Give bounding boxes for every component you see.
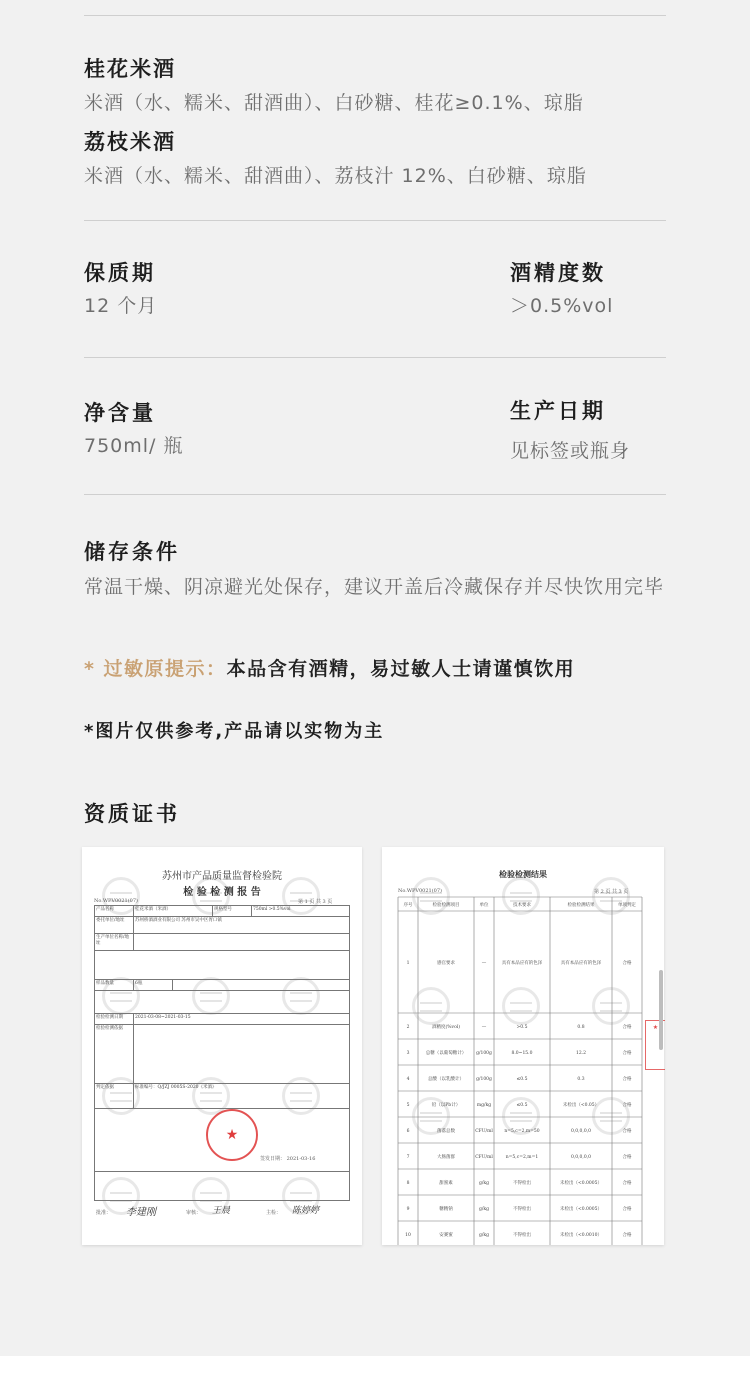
signature-image: 李建刚 xyxy=(126,1207,156,1218)
table-header-cell: 检验检测项目 xyxy=(432,903,460,908)
results-table xyxy=(382,847,664,1245)
table-cell: 安赛蜜 xyxy=(439,1233,453,1238)
table-cell: 不得检出 xyxy=(513,1181,531,1186)
table-cell: 0.3 xyxy=(577,1077,585,1082)
table-cell: g/100g xyxy=(476,1051,492,1056)
cert-cell-empty xyxy=(133,1024,350,1084)
cert-cell-value: 2021-03-08~2021-03-15 xyxy=(133,1013,350,1025)
table-cell: 5 xyxy=(406,1103,410,1108)
bottom-strip xyxy=(0,1356,750,1379)
table-cell: 2 xyxy=(406,1025,410,1030)
table-cell: >0.5 xyxy=(516,1025,528,1030)
cert-title: 检 验 检 测 报 告 xyxy=(183,887,261,898)
cert-cell-label: 样品数量 xyxy=(94,979,134,991)
production-date-value: 见标签或瓶身 xyxy=(510,440,631,462)
table-cell: n=5,c=2,m=1 xyxy=(505,1155,539,1160)
divider xyxy=(84,15,666,16)
table-cell: 0.8 xyxy=(577,1025,585,1030)
cert-cell-label: 规格型号 xyxy=(212,905,252,917)
table-cell: 合格 xyxy=(622,961,632,966)
table-cell: 10 xyxy=(405,1233,411,1238)
table-cell: 未检出（<0.0010） xyxy=(559,1233,603,1238)
table-cell: 未检出（<0.05） xyxy=(562,1103,600,1108)
table-cell: 8.0~15.0 xyxy=(511,1051,533,1056)
table-cell: 0,0,0,0,0 xyxy=(570,1129,592,1134)
table-cell: 合格 xyxy=(622,1103,632,1108)
storage-value: 常温干燥、阴凉避光处保存，建议开盖后冷藏保存并尽快饮用完毕 xyxy=(84,576,665,598)
table-cell: CFU/ml xyxy=(475,1129,493,1134)
table-cell: ≤0.5 xyxy=(516,1103,528,1108)
signature-image: 王晨 xyxy=(212,1206,231,1216)
table-header-cell: 单位 xyxy=(479,903,489,908)
signature-image: 陈婷婷 xyxy=(292,1206,320,1216)
table-cell: 合格 xyxy=(622,1233,632,1238)
table-cell: g/kg xyxy=(478,1181,490,1186)
table-header-cell: 技术要求 xyxy=(513,903,531,908)
allergy-notice xyxy=(84,654,575,681)
table-cell: 1 xyxy=(406,961,410,966)
ingredient-name-lychee: 荔枝米酒 xyxy=(84,130,176,154)
divider xyxy=(84,220,666,221)
signer-label: 审核： xyxy=(186,1210,202,1216)
ingredient-text-osmanthus: 米酒（水、糯米、甜酒曲）、白砂糖、桂花≥0.1%、琼脂 xyxy=(84,92,584,114)
cert-cell-label: 判定依据 xyxy=(94,1083,134,1109)
production-date-label: 生产日期 xyxy=(510,399,606,423)
table-cell: 合格 xyxy=(622,1129,632,1134)
net-content-value: 750ml/ 瓶 xyxy=(84,435,184,457)
table-cell: 酒精度(%vol) xyxy=(432,1025,460,1030)
table-cell: 合格 xyxy=(622,1181,632,1186)
table-cell: — xyxy=(481,961,487,966)
ingredient-name-osmanthus: 桂花米酒 xyxy=(84,57,176,81)
cert-sign-date: 签发日期： 2021-03-16 xyxy=(260,1156,316,1162)
cert2-page: 第 2 页 共 3 页 xyxy=(594,889,629,895)
table-cell: mg/kg xyxy=(476,1103,492,1108)
signer-label: 主检： xyxy=(266,1210,282,1216)
cert-cell-value: 桂花米酒（米酒） xyxy=(133,905,213,917)
table-cell: 合格 xyxy=(622,1025,632,1030)
table-cell: 8 xyxy=(406,1181,410,1186)
shelf-life-value: 12 个月 xyxy=(84,295,158,317)
cert-cell-value: 750ml >0.5%vol xyxy=(251,905,350,917)
image-disclaimer: *图片仅供参考,产品请以实物为主 xyxy=(84,721,385,742)
table-header-cell: 序号 xyxy=(403,903,413,908)
table-cell: 菌落总数 xyxy=(437,1129,455,1134)
table-cell: 0,0,0,0,0 xyxy=(570,1155,592,1160)
table-cell: 3 xyxy=(406,1051,410,1056)
table-cell: 未检出（<0.0005） xyxy=(559,1181,603,1186)
certificate-report-page-1[interactable] xyxy=(82,847,362,1245)
table-cell: 总糖（以葡萄糖计） xyxy=(425,1051,467,1056)
certificate-report-page-2[interactable] xyxy=(382,847,664,1245)
cert2-report-no: No.WPV0021(07) xyxy=(398,888,442,894)
table-cell: 具有本品应有的色泽 xyxy=(501,961,543,966)
allergy-label: * 过敏原提示： xyxy=(84,658,227,680)
alcohol-label: 酒精度数 xyxy=(510,261,606,285)
table-cell: 甜蜜素 xyxy=(439,1181,453,1186)
signer-label: 批准： xyxy=(96,1210,112,1216)
scrollbar[interactable] xyxy=(659,970,663,1050)
table-cell: 大肠菌群 xyxy=(437,1155,455,1160)
table-cell: 感官要求 xyxy=(437,961,455,966)
cert-page: 第 1 页 共 3 页 xyxy=(298,899,333,905)
cert-cell-value: 6瓶 xyxy=(133,979,173,991)
table-cell: 合格 xyxy=(622,1051,632,1056)
cert-cell-empty xyxy=(94,950,350,980)
table-cell: 12.2 xyxy=(575,1051,587,1056)
table-cell: ≤0.5 xyxy=(516,1077,528,1082)
table-cell: 合格 xyxy=(622,1077,632,1082)
table-cell: 合格 xyxy=(622,1207,632,1212)
cert-cell-label: 检验检测日期 xyxy=(94,1013,134,1025)
table-cell: g/kg xyxy=(478,1233,490,1238)
ingredient-text-lychee: 米酒（水、糯米、甜酒曲）、荔枝汁 12%、白砂糖、琼脂 xyxy=(84,165,587,187)
net-content-label: 净含量 xyxy=(84,401,156,425)
official-seal-icon: ★ xyxy=(206,1109,258,1161)
cert-report-no: No.WPV0021(07) xyxy=(94,898,138,904)
seal-edge-icon: ★ xyxy=(645,1020,665,1070)
cert-institute: 苏州市产品质量监督检验院 xyxy=(162,871,282,882)
cert-cell-empty xyxy=(94,990,350,1014)
shelf-life-label: 保质期 xyxy=(84,261,156,285)
table-header-cell: 检验检测结果 xyxy=(567,903,595,908)
cert-cell-label: 生产单位名称/地址 xyxy=(94,933,134,951)
divider xyxy=(84,494,666,495)
cert-cell-value: 标准编号：Q/JZJ 0005S-2020《米酒》 xyxy=(133,1083,350,1109)
table-cell: 糖精钠 xyxy=(439,1207,453,1212)
table-cell: 9 xyxy=(406,1207,410,1212)
divider xyxy=(84,357,666,358)
table-cell: g/100g xyxy=(476,1077,492,1082)
table-header-cell: 单项判定 xyxy=(618,903,636,908)
allergy-text: 本品含有酒精，易过敏人士请谨慎饮用 xyxy=(226,658,576,680)
cert-cell-empty xyxy=(133,933,350,951)
cert-cell-empty xyxy=(94,1171,350,1201)
qualification-title: 资质证书 xyxy=(84,802,180,826)
table-cell: 不得检出 xyxy=(513,1207,531,1212)
table-cell: — xyxy=(481,1025,487,1030)
storage-label: 储存条件 xyxy=(84,540,180,564)
alcohol-value: ＞0.5%vol xyxy=(510,295,614,317)
table-cell: 4 xyxy=(406,1077,410,1082)
table-cell: 7 xyxy=(406,1155,410,1160)
table-cell: 具有本品应有的色泽 xyxy=(560,961,602,966)
cert-cell-label: 产品名称 xyxy=(94,905,134,917)
cert-cell-label: 检验检测依据 xyxy=(94,1024,134,1084)
table-cell: g/kg xyxy=(478,1207,490,1212)
table-cell: 未检出（<0.0005） xyxy=(559,1207,603,1212)
table-cell: n=5,c=2,m=50 xyxy=(504,1129,540,1134)
table-cell: 不得检出 xyxy=(513,1233,531,1238)
cert2-title: 检验检测结果 xyxy=(499,869,547,879)
table-cell: 总酸（以乳酸计） xyxy=(428,1077,464,1082)
table-cell: CFU/ml xyxy=(475,1155,493,1160)
cert-cell-label: 委托单位/地址 xyxy=(94,916,134,934)
table-cell: 合格 xyxy=(622,1155,632,1160)
table-cell: 6 xyxy=(406,1129,410,1134)
table-cell: 铅（以Pb计） xyxy=(431,1103,461,1108)
cert-cell-value: 苏州桥酒酒业有限公司 苏州市吴中区胥口镇 xyxy=(133,916,350,934)
